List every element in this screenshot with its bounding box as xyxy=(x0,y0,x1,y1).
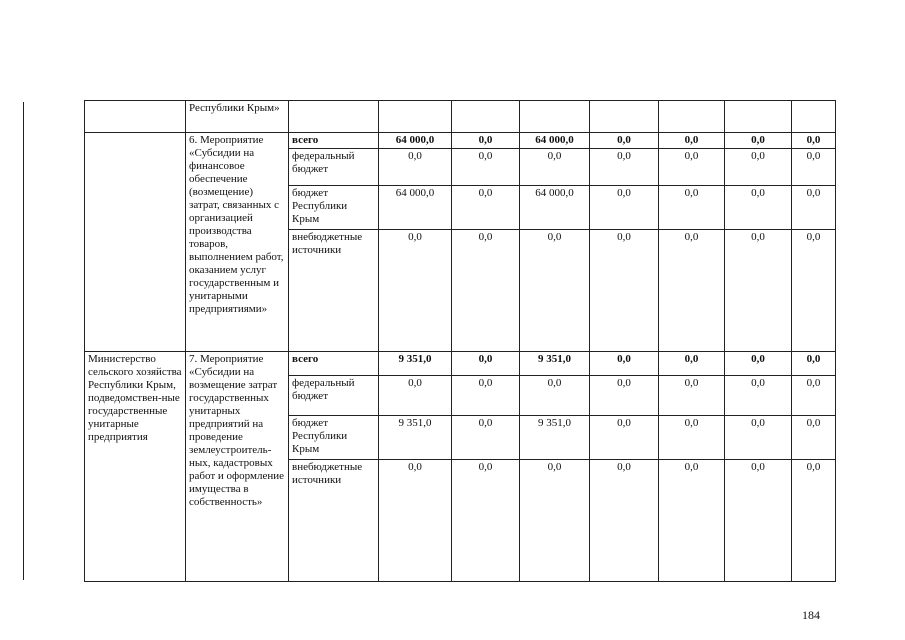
value-cell: 0,0 xyxy=(379,376,452,416)
activity-cell: 6. Мероприятие «Субсидии на финансовое обеспечение (возмещение) затрат, связанных с организацией производства товаров, выполнением работ, оказанием услуг государственным и унитарными предприятиями» xyxy=(186,133,289,352)
source-cell: федеральный бюджет xyxy=(289,376,379,416)
value-cell: 64 000,0 xyxy=(379,133,452,149)
value-cell: 0,0 xyxy=(520,460,590,582)
value-cell: 0,0 xyxy=(379,460,452,582)
value-cell xyxy=(379,101,452,133)
value-cell: 0,0 xyxy=(659,376,725,416)
value-cell xyxy=(452,101,520,133)
value-cell xyxy=(725,101,792,133)
value-cell: 0,0 xyxy=(659,186,725,230)
source-cell xyxy=(289,101,379,133)
page-number: 184 xyxy=(802,608,820,622)
value-cell: 64 000,0 xyxy=(520,186,590,230)
value-cell xyxy=(792,101,836,133)
budget-table xyxy=(84,100,836,582)
source-cell: федеральный бюджет xyxy=(289,149,379,186)
value-cell: 9 351,0 xyxy=(379,416,452,460)
value-cell: 0,0 xyxy=(520,230,590,352)
value-cell: 0,0 xyxy=(452,186,520,230)
value-cell: 0,0 xyxy=(792,133,836,149)
value-cell: 64 000,0 xyxy=(520,133,590,149)
value-cell: 0,0 xyxy=(520,149,590,186)
value-cell xyxy=(659,101,725,133)
value-cell: 0,0 xyxy=(725,149,792,186)
value-cell: 0,0 xyxy=(590,149,659,186)
value-cell: 0,0 xyxy=(452,460,520,582)
value-cell: 0,0 xyxy=(659,230,725,352)
value-cell: 0,0 xyxy=(792,230,836,352)
table-row-continued xyxy=(85,101,836,133)
value-cell: 0,0 xyxy=(792,186,836,230)
value-cell: 0,0 xyxy=(792,376,836,416)
value-cell: 0,0 xyxy=(725,376,792,416)
value-cell: 0,0 xyxy=(725,352,792,376)
value-cell: 0,0 xyxy=(792,460,836,582)
value-cell: 0,0 xyxy=(792,416,836,460)
value-cell: 0,0 xyxy=(452,416,520,460)
left-margin-rule xyxy=(23,102,24,580)
value-cell: 0,0 xyxy=(590,352,659,376)
value-cell: 0,0 xyxy=(590,416,659,460)
executor-cell xyxy=(85,101,186,133)
value-cell xyxy=(590,101,659,133)
value-cell: 9 351,0 xyxy=(520,416,590,460)
value-cell: 0,0 xyxy=(452,376,520,416)
source-cell: внебюджетные источники xyxy=(289,230,379,352)
activity-cell: 7. Мероприятие «Субсидии на возмещение затрат государственных унитарных предприятий на проведение землеустроитель-ных, кадастровых работ и оформление имущества в собственность» xyxy=(186,352,289,582)
value-cell: 0,0 xyxy=(792,352,836,376)
value-cell: 0,0 xyxy=(590,376,659,416)
value-cell: 0,0 xyxy=(590,186,659,230)
activity-cell: Республики Крым» xyxy=(186,101,289,133)
value-cell: 64 000,0 xyxy=(379,186,452,230)
source-cell: бюджет Республики Крым xyxy=(289,186,379,230)
value-cell: 0,0 xyxy=(379,149,452,186)
source-cell: бюджет Республики Крым xyxy=(289,416,379,460)
value-cell: 0,0 xyxy=(452,352,520,376)
value-cell: 0,0 xyxy=(590,230,659,352)
value-cell: 0,0 xyxy=(725,186,792,230)
value-cell: 0,0 xyxy=(725,416,792,460)
value-cell: 9 351,0 xyxy=(520,352,590,376)
value-cell: 0,0 xyxy=(452,149,520,186)
value-cell: 0,0 xyxy=(452,230,520,352)
value-cell: 0,0 xyxy=(725,230,792,352)
source-cell: всего xyxy=(289,133,379,149)
value-cell: 0,0 xyxy=(659,133,725,149)
value-cell: 0,0 xyxy=(590,133,659,149)
executor-cell xyxy=(85,133,186,352)
value-cell: 0,0 xyxy=(659,460,725,582)
value-cell xyxy=(520,101,590,133)
source-cell: всего xyxy=(289,352,379,376)
value-cell: 0,0 xyxy=(659,352,725,376)
value-cell: 0,0 xyxy=(725,133,792,149)
value-cell: 0,0 xyxy=(520,376,590,416)
value-cell: 0,0 xyxy=(792,149,836,186)
value-cell: 0,0 xyxy=(590,460,659,582)
value-cell: 0,0 xyxy=(379,230,452,352)
executor-cell: Министерство сельского хозяйства Республики Крым, подведомствен-ные государственные унитарные предприятия xyxy=(85,352,186,582)
value-cell: 0,0 xyxy=(725,460,792,582)
table-row xyxy=(85,133,836,149)
value-cell: 9 351,0 xyxy=(379,352,452,376)
value-cell: 0,0 xyxy=(452,133,520,149)
source-cell: внебюджетные источники xyxy=(289,460,379,582)
value-cell: 0,0 xyxy=(659,416,725,460)
table-row xyxy=(85,352,836,376)
value-cell: 0,0 xyxy=(659,149,725,186)
